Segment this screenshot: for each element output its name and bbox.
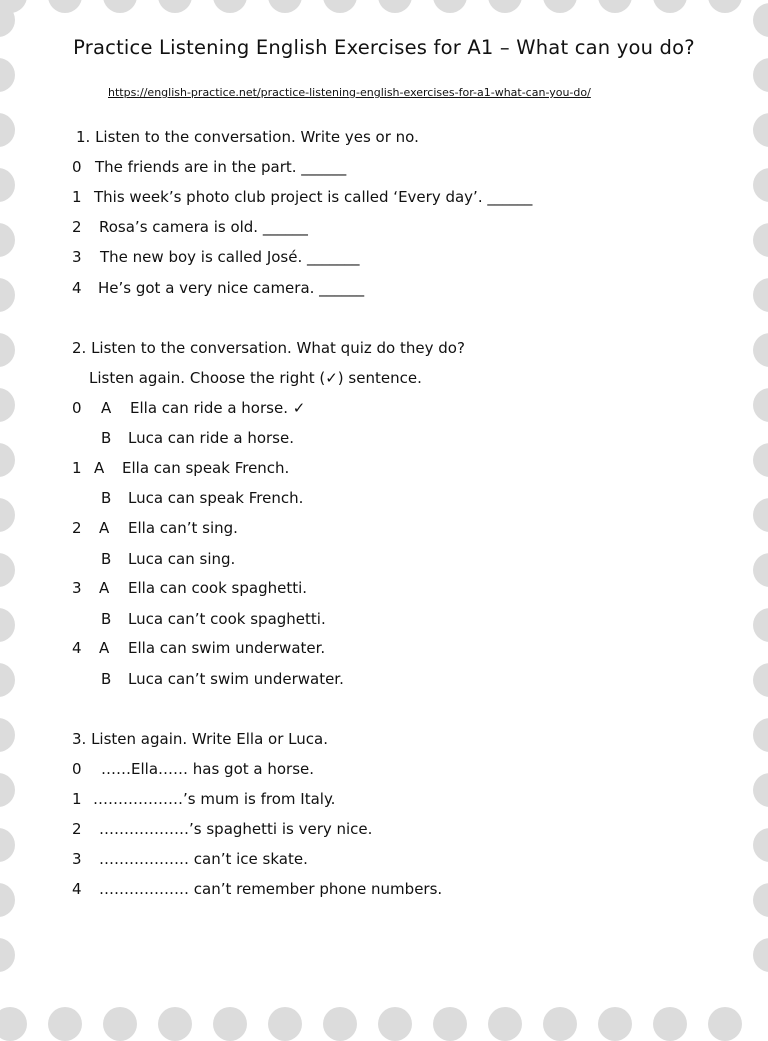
s1-item-num: 4 (72, 279, 82, 297)
s3-item-text: ………………’s spaghetti is very nice. (99, 820, 373, 838)
s1-item-text: The new boy is called José. _______ (100, 248, 360, 266)
border-dot (543, 0, 577, 13)
border-dot (753, 553, 768, 587)
border-dot (653, 1007, 687, 1041)
border-dot (433, 1007, 467, 1041)
option-a-label: A (94, 459, 105, 477)
border-dot (48, 0, 82, 13)
border-dot (753, 938, 768, 972)
option-b-text: Luca can speak French. (128, 489, 304, 507)
border-dot (48, 1007, 82, 1041)
option-a-text: Ella can’t sing. (128, 519, 238, 537)
border-dot (0, 718, 15, 752)
s3-item-text: ……………… can’t ice skate. (99, 850, 308, 868)
s1-item-num: 2 (72, 218, 82, 236)
border-dot (753, 58, 768, 92)
option-a-label: A (99, 639, 110, 657)
border-dot (653, 0, 687, 13)
s2-item-num: 3 (72, 579, 82, 597)
s3-item-text: ……………… can’t remember phone numbers. (99, 880, 443, 898)
border-dot (0, 883, 15, 917)
border-dot (488, 0, 522, 13)
s2-item-num: 0 (72, 399, 82, 417)
border-dot (323, 1007, 357, 1041)
border-dot (0, 0, 27, 13)
section3-heading: 3. Listen again. Write Ella or Luca. (72, 730, 328, 748)
border-dot (0, 113, 15, 147)
option-b-label: B (101, 670, 112, 688)
border-dot (753, 828, 768, 862)
option-b-label: B (101, 489, 112, 507)
border-dot (0, 3, 15, 37)
option-b-label: B (101, 429, 112, 447)
s1-item-num: 1 (72, 188, 82, 206)
s1-item-num: 3 (72, 248, 82, 266)
s3-item-num: 3 (72, 850, 82, 868)
border-dot (753, 498, 768, 532)
border-dot (0, 828, 15, 862)
s1-item-num: 0 (72, 158, 82, 176)
s3-item-num: 1 (72, 790, 82, 808)
border-dot (0, 388, 15, 422)
border-dot (753, 443, 768, 477)
border-dot (543, 1007, 577, 1041)
border-dot (753, 113, 768, 147)
page-title: Practice Listening English Exercises for A1 – What can you do? (73, 36, 695, 59)
option-a-label: A (101, 399, 112, 417)
border-dot (753, 168, 768, 202)
border-dot (753, 773, 768, 807)
border-dot (753, 3, 768, 37)
border-dot (753, 388, 768, 422)
border-dot (0, 608, 15, 642)
s1-item-text: The friends are in the part. ______ (95, 158, 347, 176)
border-dot (0, 278, 15, 312)
s3-item-num: 4 (72, 880, 82, 898)
option-b-text: Luca can’t swim underwater. (128, 670, 344, 688)
border-dot (213, 0, 247, 13)
border-dot (0, 1007, 27, 1041)
border-dot (598, 1007, 632, 1041)
border-dot (0, 498, 15, 532)
option-b-text: Luca can ride a horse. (128, 429, 294, 447)
border-dot (158, 0, 192, 13)
border-dot (268, 1007, 302, 1041)
border-dot (433, 0, 467, 13)
option-a-text: Ella can speak French. (122, 459, 290, 477)
section1-heading: 1. Listen to the conversation. Write yes or no. (76, 128, 419, 146)
option-b-text: Luca can sing. (128, 550, 236, 568)
border-dot (103, 0, 137, 13)
border-dot (753, 278, 768, 312)
border-dot (753, 608, 768, 642)
border-dot (0, 938, 15, 972)
border-dot (378, 1007, 412, 1041)
border-dot (0, 663, 15, 697)
border-dot (0, 553, 15, 587)
s3-item-text: ……Ella…… has got a horse. (101, 760, 315, 778)
option-b-text: Luca can’t cook spaghetti. (128, 610, 326, 628)
s2-item-num: 4 (72, 639, 82, 657)
border-dot (753, 663, 768, 697)
border-dot (598, 0, 632, 13)
section2-heading: 2. Listen to the conversation. What quiz do they do? (72, 339, 465, 357)
border-dot (378, 0, 412, 13)
border-dot (753, 333, 768, 367)
s1-item-text: This week’s photo club project is called ‘Every day’. ______ (94, 188, 533, 206)
option-b-label: B (101, 610, 112, 628)
s1-item-text: Rosa’s camera is old. ______ (99, 218, 308, 236)
source-link[interactable]: https://english-practice.net/practice-listening-english-exercises-for-a1-what-can-you-do/ (108, 86, 591, 99)
option-a-text: Ella can swim underwater. (128, 639, 326, 657)
border-dot (753, 883, 768, 917)
s2-item-num: 2 (72, 519, 82, 537)
border-dot (213, 1007, 247, 1041)
s2-item-num: 1 (72, 459, 82, 477)
option-a-label: A (99, 579, 110, 597)
border-dot (488, 1007, 522, 1041)
border-dot (708, 0, 742, 13)
border-dot (708, 1007, 742, 1041)
border-dot (0, 223, 15, 257)
option-a-label: A (99, 519, 110, 537)
border-dot (0, 168, 15, 202)
border-dot (0, 773, 15, 807)
option-a-text: Ella can cook spaghetti. (128, 579, 308, 597)
s3-item-text: ………………’s mum is from Italy. (93, 790, 336, 808)
border-dot (323, 0, 357, 13)
border-dot (268, 0, 302, 13)
option-a-text: Ella can ride a horse. ✓ (130, 399, 306, 417)
border-dot (0, 58, 15, 92)
border-dot (0, 333, 15, 367)
border-dot (753, 223, 768, 257)
section2-subheading: Listen again. Choose the right (✓) sentence. (89, 369, 422, 387)
s1-item-text: He’s got a very nice camera. ______ (98, 279, 365, 297)
border-dot (753, 718, 768, 752)
border-dot (0, 443, 15, 477)
s3-item-num: 0 (72, 760, 82, 778)
border-dot (158, 1007, 192, 1041)
option-b-label: B (101, 550, 112, 568)
border-dot (103, 1007, 137, 1041)
s3-item-num: 2 (72, 820, 82, 838)
